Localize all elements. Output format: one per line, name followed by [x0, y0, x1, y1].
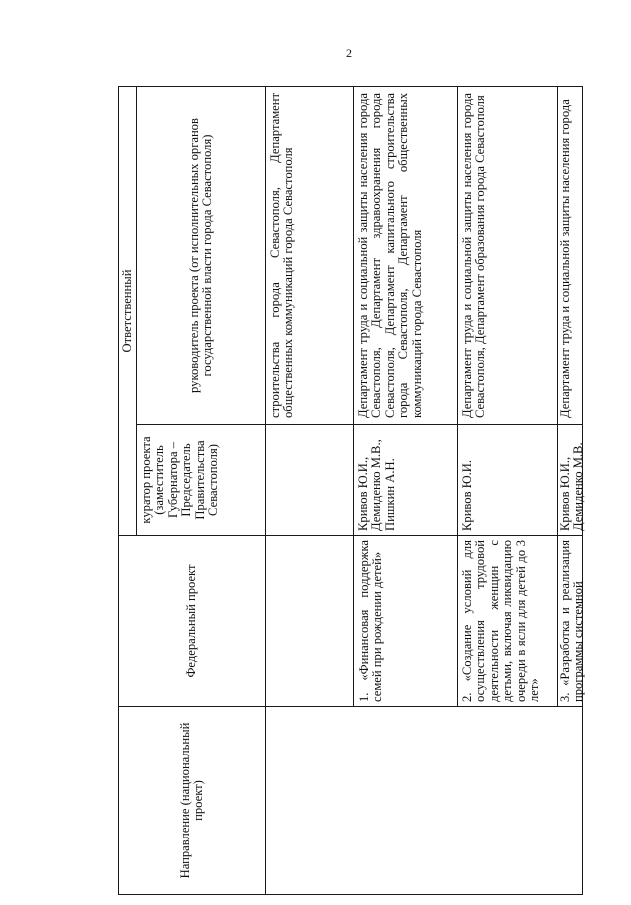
row-3-curator-text: Кривов Ю.И. — [460, 459, 474, 531]
row-2-federal-project-text: 1. «Финансовая поддержка семей при рождении детей» — [357, 540, 385, 702]
row-4-federal-project-text: 3. «Разработка и реализация программы системной — [558, 540, 586, 702]
responsibility-table — [118, 86, 586, 895]
row-4-leader — [558, 87, 582, 424]
header-responsible — [119, 87, 136, 535]
row-2-leader-text: Департамент труда и социальной защиты населения города Севастополя, Департамент здравоохранения города Севастополя, Департамент капитального строительства города Севастополя, Департамент общественных коммуникаций города Севастополя — [356, 93, 424, 418]
row-4-curator-text: Кривов Ю.И., Демиденко М.В. — [558, 442, 586, 531]
row-2-curator-text: Кривов Ю.И., Демиденко М.В., Пишкин А.Н. — [356, 439, 397, 531]
header-responsible-label: Ответственный — [120, 269, 134, 353]
header-direction — [119, 707, 265, 894]
header-direction-label: Направление (национальный проект) — [177, 722, 205, 879]
row-4-curator — [558, 425, 586, 535]
header-leader — [137, 87, 265, 424]
header-federal-project-label: Федеральный проект — [184, 564, 199, 678]
row-4-federal-project — [558, 536, 586, 706]
table-container — [118, 86, 586, 895]
row-3-leader-text: Департамент труда и социальной защиты населения города Севастополя, Департамент образования города Севастополя — [460, 93, 488, 418]
row-3-federal-project-text: 2. «Создание условий для осуществления трудовой деятельности женщин с детьми, включая ликвидацию очереди в ясли для детей до 3 лет» — [460, 540, 542, 702]
header-leader-label: руководитель проекта (от исполнительных органов государственной власти города Севастополя) — [186, 118, 214, 393]
row-3-federal-project — [458, 536, 557, 706]
table-border-left — [118, 894, 583, 895]
row-3-leader — [458, 87, 557, 424]
row-1-leader — [266, 87, 353, 424]
row-3-curator — [458, 425, 557, 535]
row-2-leader — [354, 87, 457, 424]
row-4-leader-text: Департамент труда и социальной защиты населения города — [558, 99, 572, 418]
header-federal-project — [119, 536, 265, 706]
page-number: 2 — [346, 46, 352, 60]
header-curator-label: куратор проекта (заместитель Губернатора – Председатель Правительства Севастополя) — [139, 436, 221, 524]
header-curator — [137, 425, 265, 535]
row-1-leader-text: строительства города Севастополя, Департамент общественных коммуникаций города Севастополя — [268, 93, 296, 418]
row-2-curator — [354, 425, 457, 535]
row-2-federal-project — [354, 536, 457, 706]
